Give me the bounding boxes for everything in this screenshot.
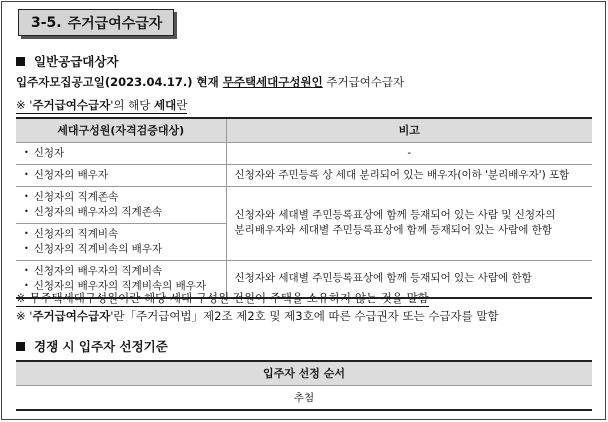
eligibility-line: 입주자모집공고일(2023.04.17.) 현재 무주택세대구성원인 주거급여수급자 [16,75,405,89]
section-title-text: 주거급여수급자 [67,15,163,32]
household-members-table [16,117,592,299]
selection-value: 추첨 [16,385,592,410]
col-header-selection-order: 입주자 선정 순서 [16,361,592,385]
selection-table [16,360,592,411]
square-bullet-icon [16,342,25,351]
table-row: • 신청자의 배우자의 직계비속 • 신청자의 배우자의 직계비속의 배우자 신청자와 세대별 주민등록표상에 함께 등재되어 있는 사람에 한함 [16,260,592,298]
section-title [18,9,174,36]
col-header-members: 세대구성원(자격검증대상) [16,118,226,142]
note-definition: ※ '주거급여수급자'란「주거급여법」제2조 제2호 및 제3호에 따른 수급권자 또는 수급자를 말함 [16,309,499,323]
table-row: • 신청자의 직계존속 • 신청자의 배우자의 직계존속 신청자와 세대별 주민등록표상에 함께 등재되어 있는 사람 및 신청자의 분리배우자와 세대별 주민등록표상에 함께 등재되어 있는 사람에 한함 [16,186,592,223]
col-header-note: 비고 [226,118,592,142]
table-row: • 신청자의 직계비속 • 신청자의 직계비속의 배우자 [16,223,592,260]
note-homeless: ※ 무주택세대구성원이란 해당 세대 구성원 전원이 주택을 소유하지 않는 것을 말함 [16,291,429,305]
table-row: • 신청자 - [16,142,592,164]
section-number: 3-5. [31,14,62,31]
table-row: • 신청자의 배우자 신청자와 주민등록 상 세대 분리되어 있는 배우자(이하 '분리배우자') 포함 [16,164,592,186]
heading-general-supply: 일반공급대상자 [16,52,119,70]
square-bullet-icon [16,57,25,66]
heading-selection-criteria: 경쟁 시 입주자 선정기준 [16,337,168,355]
household-note: ※ '주거급여수급자'의 해당 세대란 [16,98,188,112]
